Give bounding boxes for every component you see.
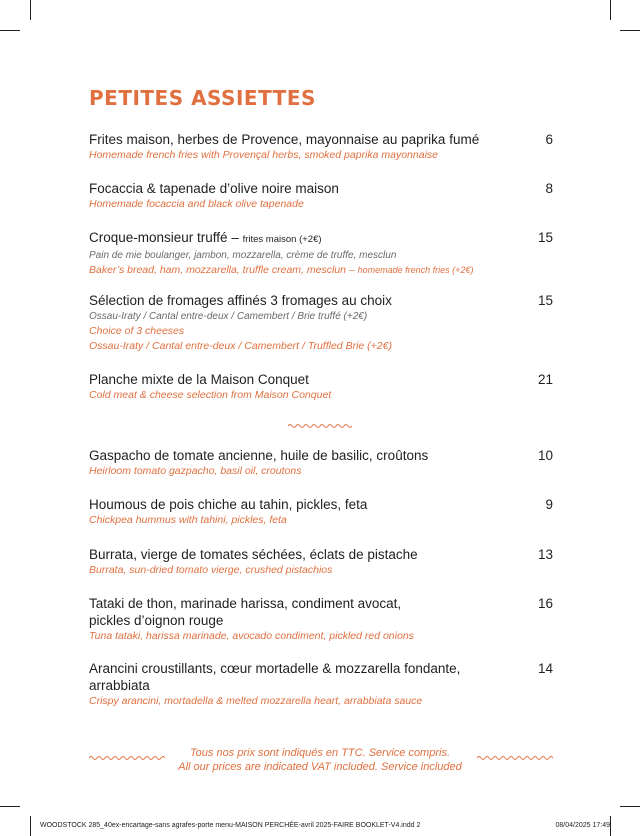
item-name-fr: Focaccia & tapenade d’olive noire maison <box>89 181 339 196</box>
wave-divider <box>288 423 352 429</box>
crop-mark <box>620 806 640 807</box>
menu-item <box>89 660 553 709</box>
item-name-fr: Gaspacho de tomate ancienne, huile de basilic, croûtons <box>89 448 429 463</box>
menu-item <box>89 292 553 354</box>
item-price: 6 <box>545 132 553 147</box>
item-description-fr: Pain de mie boulanger, jambon, mozzarella, crème de truffe, mesclun <box>89 250 397 261</box>
item-description-fr: Ossau-Iraty / Cantal entre-deux / Camembert / Brie truffé (+2€) <box>89 311 368 322</box>
item-price: 8 <box>545 181 553 196</box>
item-name-fr-main: Croque-monsieur truffé – <box>89 230 243 245</box>
crop-mark <box>0 30 20 31</box>
crop-mark <box>30 816 31 836</box>
item-name-en: Homemade focaccia and black olive tapenade <box>89 198 304 210</box>
print-slug <box>40 822 610 829</box>
item-price: 16 <box>537 596 553 611</box>
item-name-fr-line2: arrabbiata <box>89 678 150 693</box>
crop-mark <box>0 806 20 807</box>
item-name-en <box>89 263 553 278</box>
slug-timestamp: 08/04/2025 17:49 <box>555 822 610 829</box>
menu-item <box>89 371 553 403</box>
item-name-en: Heirloom tomato gazpacho, basil oil, croutons <box>89 465 302 477</box>
item-name-en: Cold meat & cheese selection from Maison Conquet <box>89 389 332 401</box>
menu-item <box>89 131 553 163</box>
crop-mark <box>610 816 611 836</box>
menu-item <box>89 595 553 644</box>
item-name-fr: Planche mixte de la Maison Conquet <box>89 372 309 387</box>
item-name-fr: Arancini croustillants, cœur mortadelle & mozzarella fondante, <box>89 661 461 676</box>
menu-item <box>89 496 553 528</box>
crop-mark <box>30 0 31 20</box>
item-name-en: Burrata, sun-dried tomato vierge, crushed pistachios <box>89 564 333 576</box>
crop-mark <box>610 0 611 20</box>
price-notice-fr: Tous nos prix sont indiqués en TTC. Service compris. <box>189 747 451 759</box>
item-name-fr: Frites maison, herbes de Provence, mayonnaise au paprika fumé <box>89 132 480 147</box>
item-name-fr: Houmous de pois chiche au tahin, pickles, feta <box>89 497 368 512</box>
item-name-en: Homemade french fries with Provençal herbs, smoked paprika mayonnaise <box>89 149 438 161</box>
item-name-fr <box>89 229 553 248</box>
wave-divider <box>477 755 553 761</box>
item-price: 15 <box>537 230 553 245</box>
item-name-fr: Sélection de fromages affinés 3 fromages au choix <box>89 293 392 308</box>
item-name-en: Crispy arancini, mortadella & melted mozzarella heart, arrabbiata sauce <box>89 695 423 707</box>
item-option-fr: frites maison (+2€) <box>242 234 322 245</box>
menu-item <box>89 229 553 278</box>
section-title: PETITES ASSIETTES <box>89 86 316 110</box>
item-description-en: Ossau-Iraty / Cantal entre-deux / Camembert / Truffled Brie (+2€) <box>89 340 392 352</box>
item-price: 13 <box>537 547 553 562</box>
item-name-en: Choice of 3 cheeses <box>89 325 185 337</box>
item-name-fr: Burrata, vierge de tomates séchées, éclats de pistache <box>89 547 418 562</box>
price-notice-en: All our prices are indicated VAT included. Service included <box>178 761 462 773</box>
item-price: 9 <box>545 497 553 512</box>
crop-mark <box>620 30 640 31</box>
wave-divider <box>89 755 165 761</box>
item-option-en: homemade french fries (+2€) <box>357 265 474 275</box>
item-name-en: Chickpea hummus with tahini, pickles, feta <box>89 514 287 526</box>
slug-filename: WOODSTOCK 285_40ex-encartage-sans agrafes-porte menu-MAISON PERCHÉE-avril 2025-FAIRE BOOKLET-V4.indd 2 <box>40 822 421 829</box>
menu-item <box>89 546 553 578</box>
item-price: 14 <box>537 661 553 676</box>
item-name-en: Tuna tataki, harissa marinade, avocado condiment, pickled red onions <box>89 630 414 642</box>
menu-item <box>89 447 553 479</box>
price-notice <box>160 746 480 774</box>
item-price: 15 <box>537 293 553 308</box>
item-name-fr: Tataki de thon, marinade harissa, condiment avocat, <box>89 596 402 611</box>
item-price: 10 <box>537 448 553 463</box>
item-name-en-main: Baker’s bread, ham, mozzarella, truffle cream, mesclun – <box>89 264 358 276</box>
item-price: 21 <box>537 372 553 387</box>
item-name-fr-line2: pickles d’oignon rouge <box>89 613 224 628</box>
menu-item <box>89 180 553 212</box>
